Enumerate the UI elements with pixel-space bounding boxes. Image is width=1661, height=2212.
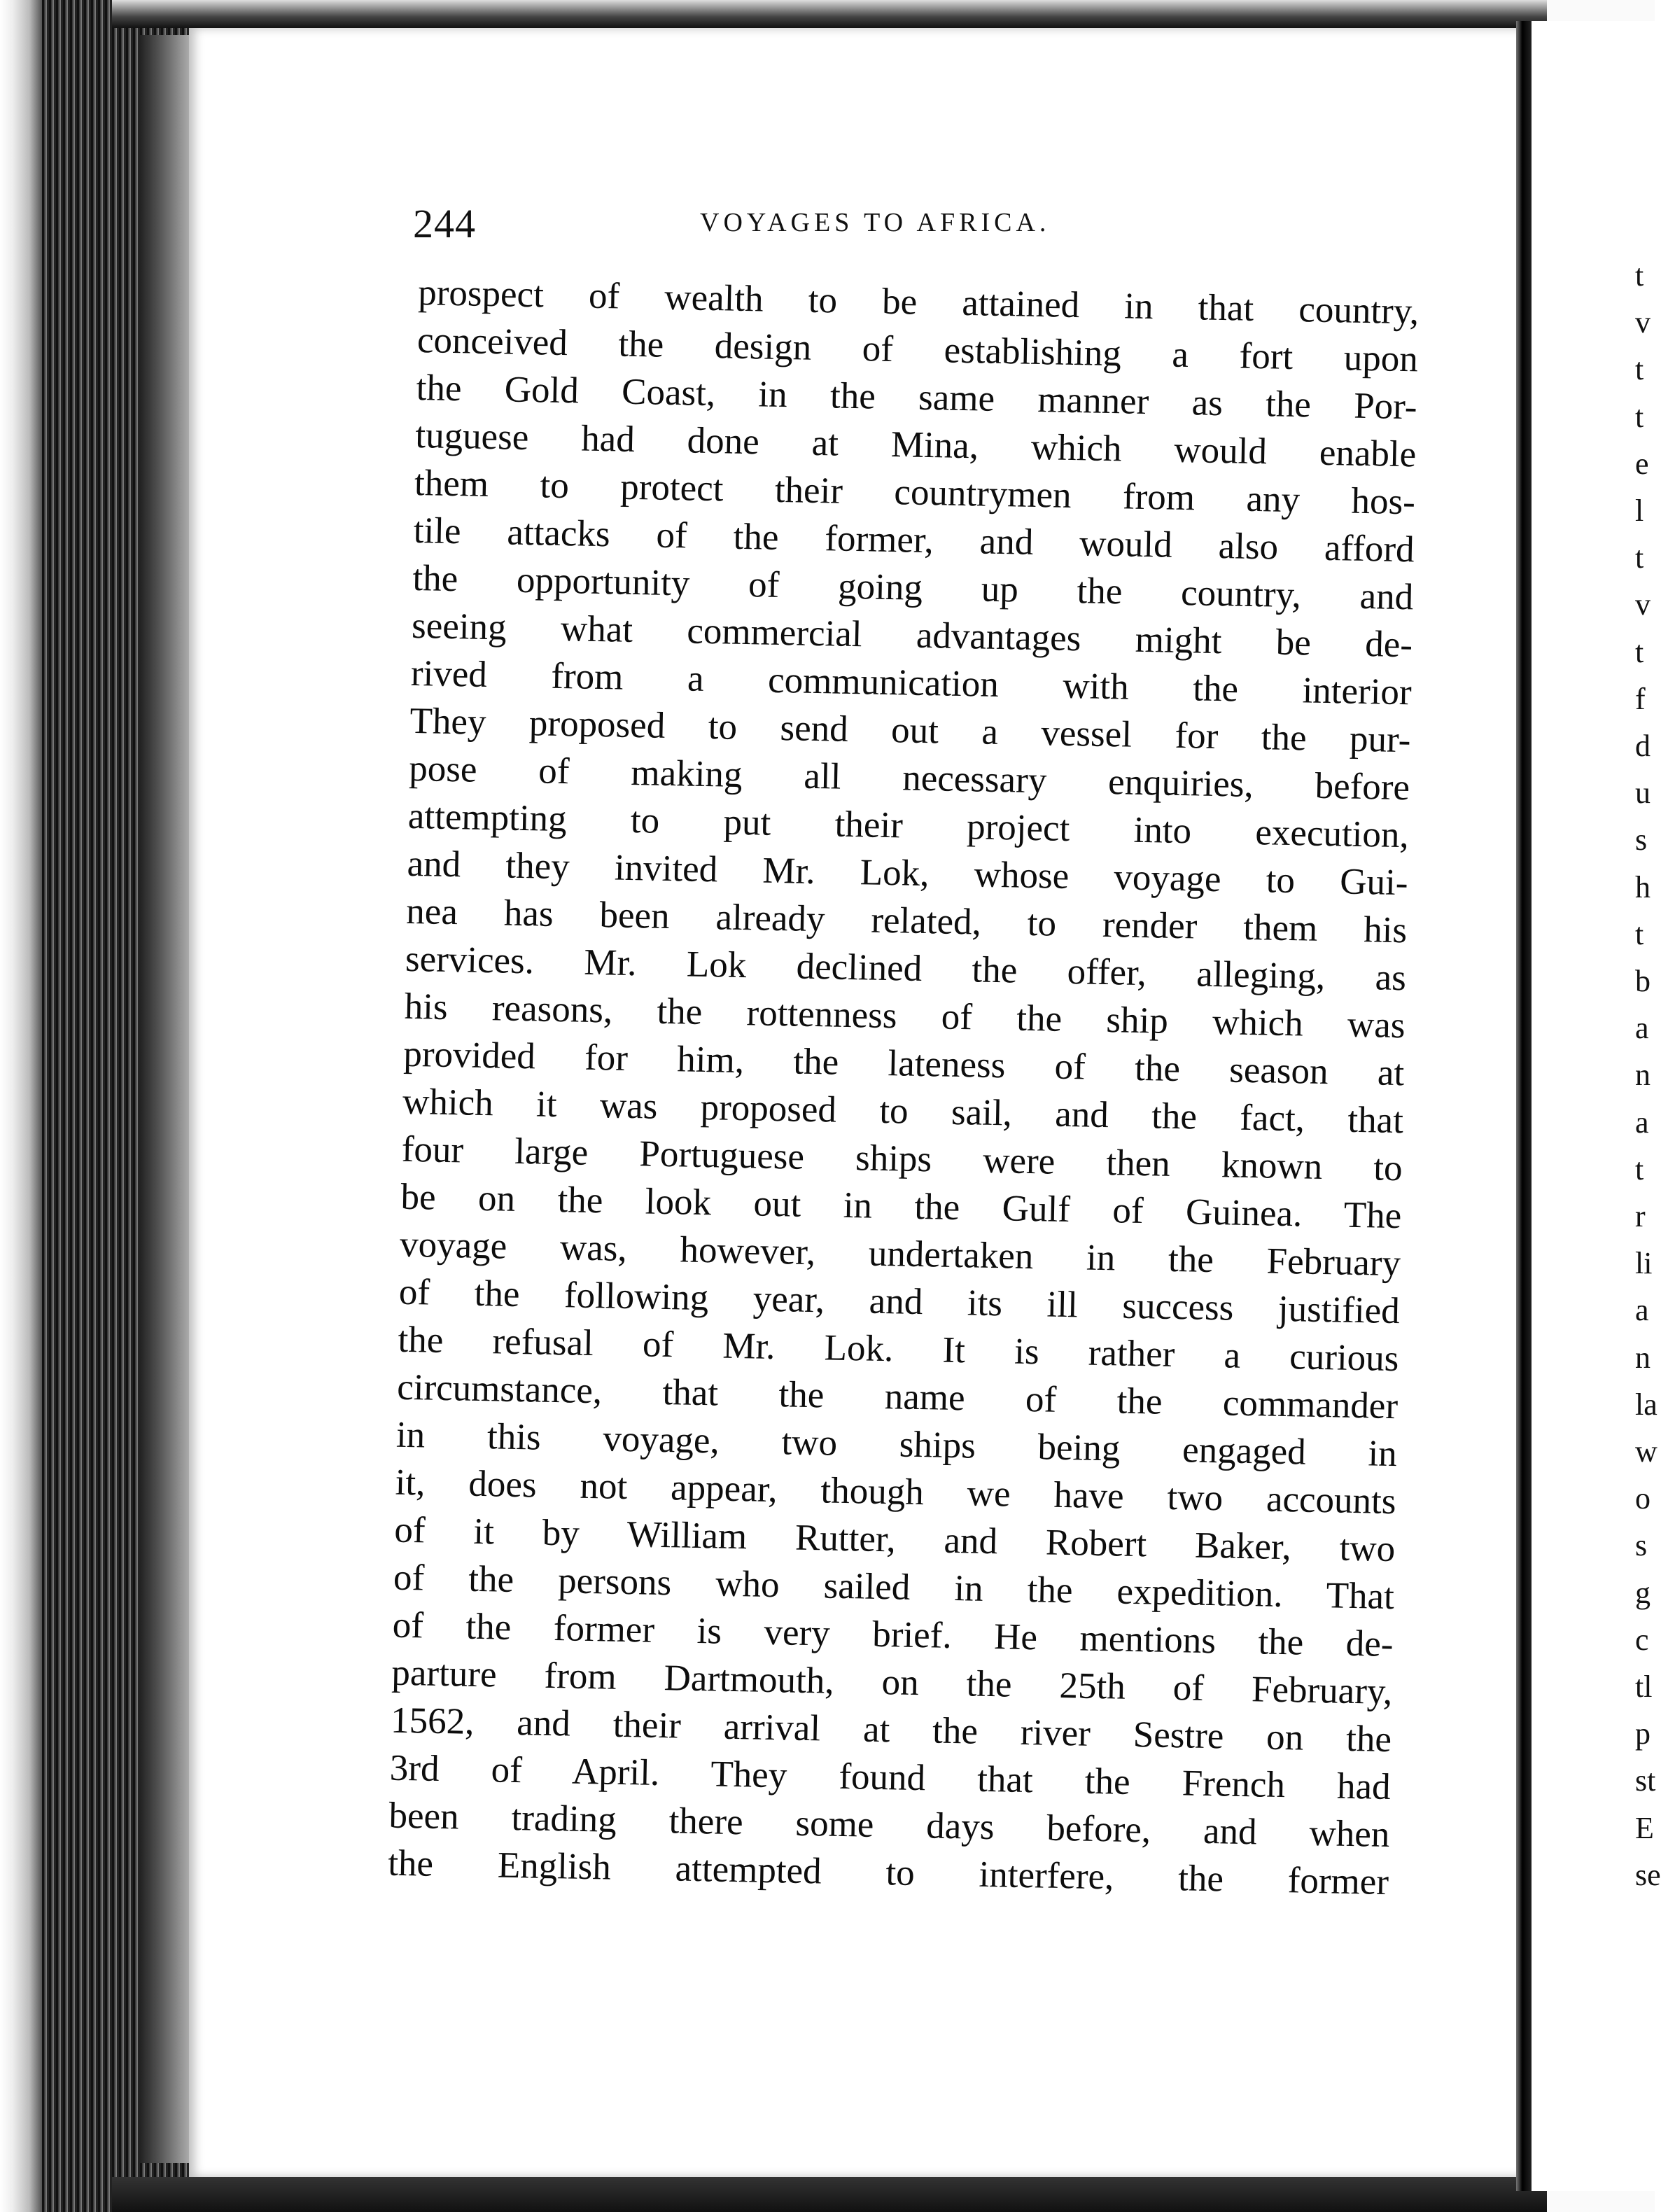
facing-page-letter: a	[1635, 1011, 1649, 1046]
book-binding-edge	[0, 0, 42, 2212]
text-line: it, does not appear, though we have two accounts	[395, 1462, 1397, 1522]
text-line: be on the look out in the Gulf of Guinea. The	[400, 1176, 1402, 1237]
facing-page-letter: w	[1635, 1434, 1658, 1469]
text-line: the Gold Coast, in the same manner as the Por-	[416, 367, 1418, 428]
text-line: of the persons who sailed in the expedition. That	[393, 1557, 1395, 1618]
text-line: attempting to put their project into execution,	[407, 795, 1410, 856]
text-line: been trading there some days before, and when	[388, 1795, 1390, 1856]
facing-page-letter: v	[1635, 587, 1651, 622]
text-line: the opportunity of going up the country, and	[412, 557, 1414, 618]
text-line: voyage was, however, undertaken in the February	[399, 1224, 1401, 1284]
page-header-title: VOYAGES TO AFRICA.	[700, 208, 1051, 237]
page-stack-shadow	[140, 35, 189, 2163]
page-number: 244	[413, 201, 476, 246]
facing-page-letter: b	[1635, 964, 1651, 998]
text-line: in this voyage, two ships being engaged in	[395, 1414, 1398, 1475]
text-line: pose of making all necessary enquiries, before	[408, 748, 1410, 808]
facing-page-letter: v	[1635, 305, 1651, 340]
text-line: tile attacks of the former, and would also afford	[413, 510, 1415, 570]
book-gutter	[1516, 21, 1532, 2191]
facing-page-letter: t	[1635, 399, 1644, 434]
facing-page-letter: g	[1635, 1575, 1651, 1610]
facing-page-letter: t	[1635, 352, 1644, 387]
facing-page-letter: n	[1635, 1058, 1651, 1093]
facing-page-letter: p	[1635, 1716, 1651, 1751]
facing-page-letter: t	[1635, 258, 1644, 293]
text-line: services. Mr. Lok declined the offer, alleging, as	[405, 938, 1407, 999]
facing-page-letter: u	[1635, 776, 1651, 811]
text-line: circumstance, that the name of the commander	[396, 1366, 1399, 1427]
text-line: the refusal of Mr. Lok. It is rather a curious	[398, 1319, 1399, 1380]
text-line: prospect of wealth to be attained in that country,	[417, 272, 1420, 332]
text-line: four large Portuguese ships were then known to	[401, 1128, 1403, 1189]
facing-page-letter: c	[1635, 1622, 1649, 1657]
facing-page-letter: t	[1635, 634, 1644, 669]
text-line: and they invited Mr. Lok, whose voyage to Gui-	[407, 843, 1408, 904]
facing-page-letter: t	[1635, 540, 1644, 575]
text-line: They proposed to send out a vessel for the pur-	[409, 700, 1411, 761]
facing-page-letter: t	[1635, 1152, 1644, 1186]
facing-page-letter: n	[1635, 1340, 1651, 1375]
text-line: parture from Dartmouth, on the 25th of February,	[391, 1652, 1393, 1713]
facing-page-letter: d	[1635, 729, 1651, 763]
book-top-edge	[112, 0, 1547, 28]
facing-page-letter: r	[1635, 1199, 1646, 1233]
text-line: the English attempted to interfere, the former	[387, 1842, 1389, 1903]
text-line: tuguese had done at Mina, which would enable	[414, 414, 1417, 475]
facing-page-letter: e	[1635, 446, 1649, 481]
facing-page-letter: o	[1635, 1481, 1651, 1516]
text-line: rived from a communication with the interior	[410, 652, 1413, 713]
text-line: of the following year, and its ill success justified	[398, 1271, 1401, 1332]
text-line: conceived the design of establishing a fort upon	[416, 319, 1419, 380]
book-bottom-edge	[112, 2177, 1547, 2212]
text-line: them to protect their countrymen from any hos-	[414, 462, 1416, 523]
text-line: of the former is very brief. He mentions the de-	[392, 1604, 1394, 1665]
text-line: seeing what commercial advantages might be de-	[411, 605, 1413, 666]
text-line: of it by William Rutter, and Robert Baker, two	[393, 1509, 1396, 1570]
facing-page-letter: a	[1635, 1293, 1649, 1328]
facing-page-letter: s	[1635, 1528, 1648, 1563]
facing-page-letter: f	[1635, 681, 1646, 716]
running-header	[413, 200, 1393, 249]
facing-page-letter: E	[1635, 1810, 1654, 1845]
text-line: his reasons, the rottenness of the ship which was	[404, 986, 1406, 1046]
text-line: provided for him, the lateness of the season at	[402, 1033, 1405, 1094]
facing-page-letter: s	[1635, 822, 1648, 858]
text-line: 1562, and their arrival at the river Sestre on the	[390, 1700, 1392, 1760]
facing-page-letter: h	[1635, 869, 1651, 904]
facing-page-letter: l	[1635, 493, 1644, 528]
text-line: 3rd of April. They found that the French had	[389, 1747, 1392, 1808]
facing-page-letter: tl	[1635, 1670, 1653, 1704]
facing-page-letter: st	[1635, 1763, 1656, 1798]
facing-page-letter: la	[1635, 1387, 1658, 1422]
text-line: nea has been already related, to render them his	[405, 890, 1408, 951]
text-line: which it was proposed to sail, and the fact, that	[402, 1081, 1404, 1142]
facing-page-letter: t	[1635, 916, 1644, 951]
body-text	[388, 269, 1434, 1906]
facing-page-letter: a	[1635, 1105, 1649, 1140]
facing-page-letter: se	[1635, 1857, 1661, 1892]
facing-page-letter: li	[1635, 1246, 1653, 1281]
